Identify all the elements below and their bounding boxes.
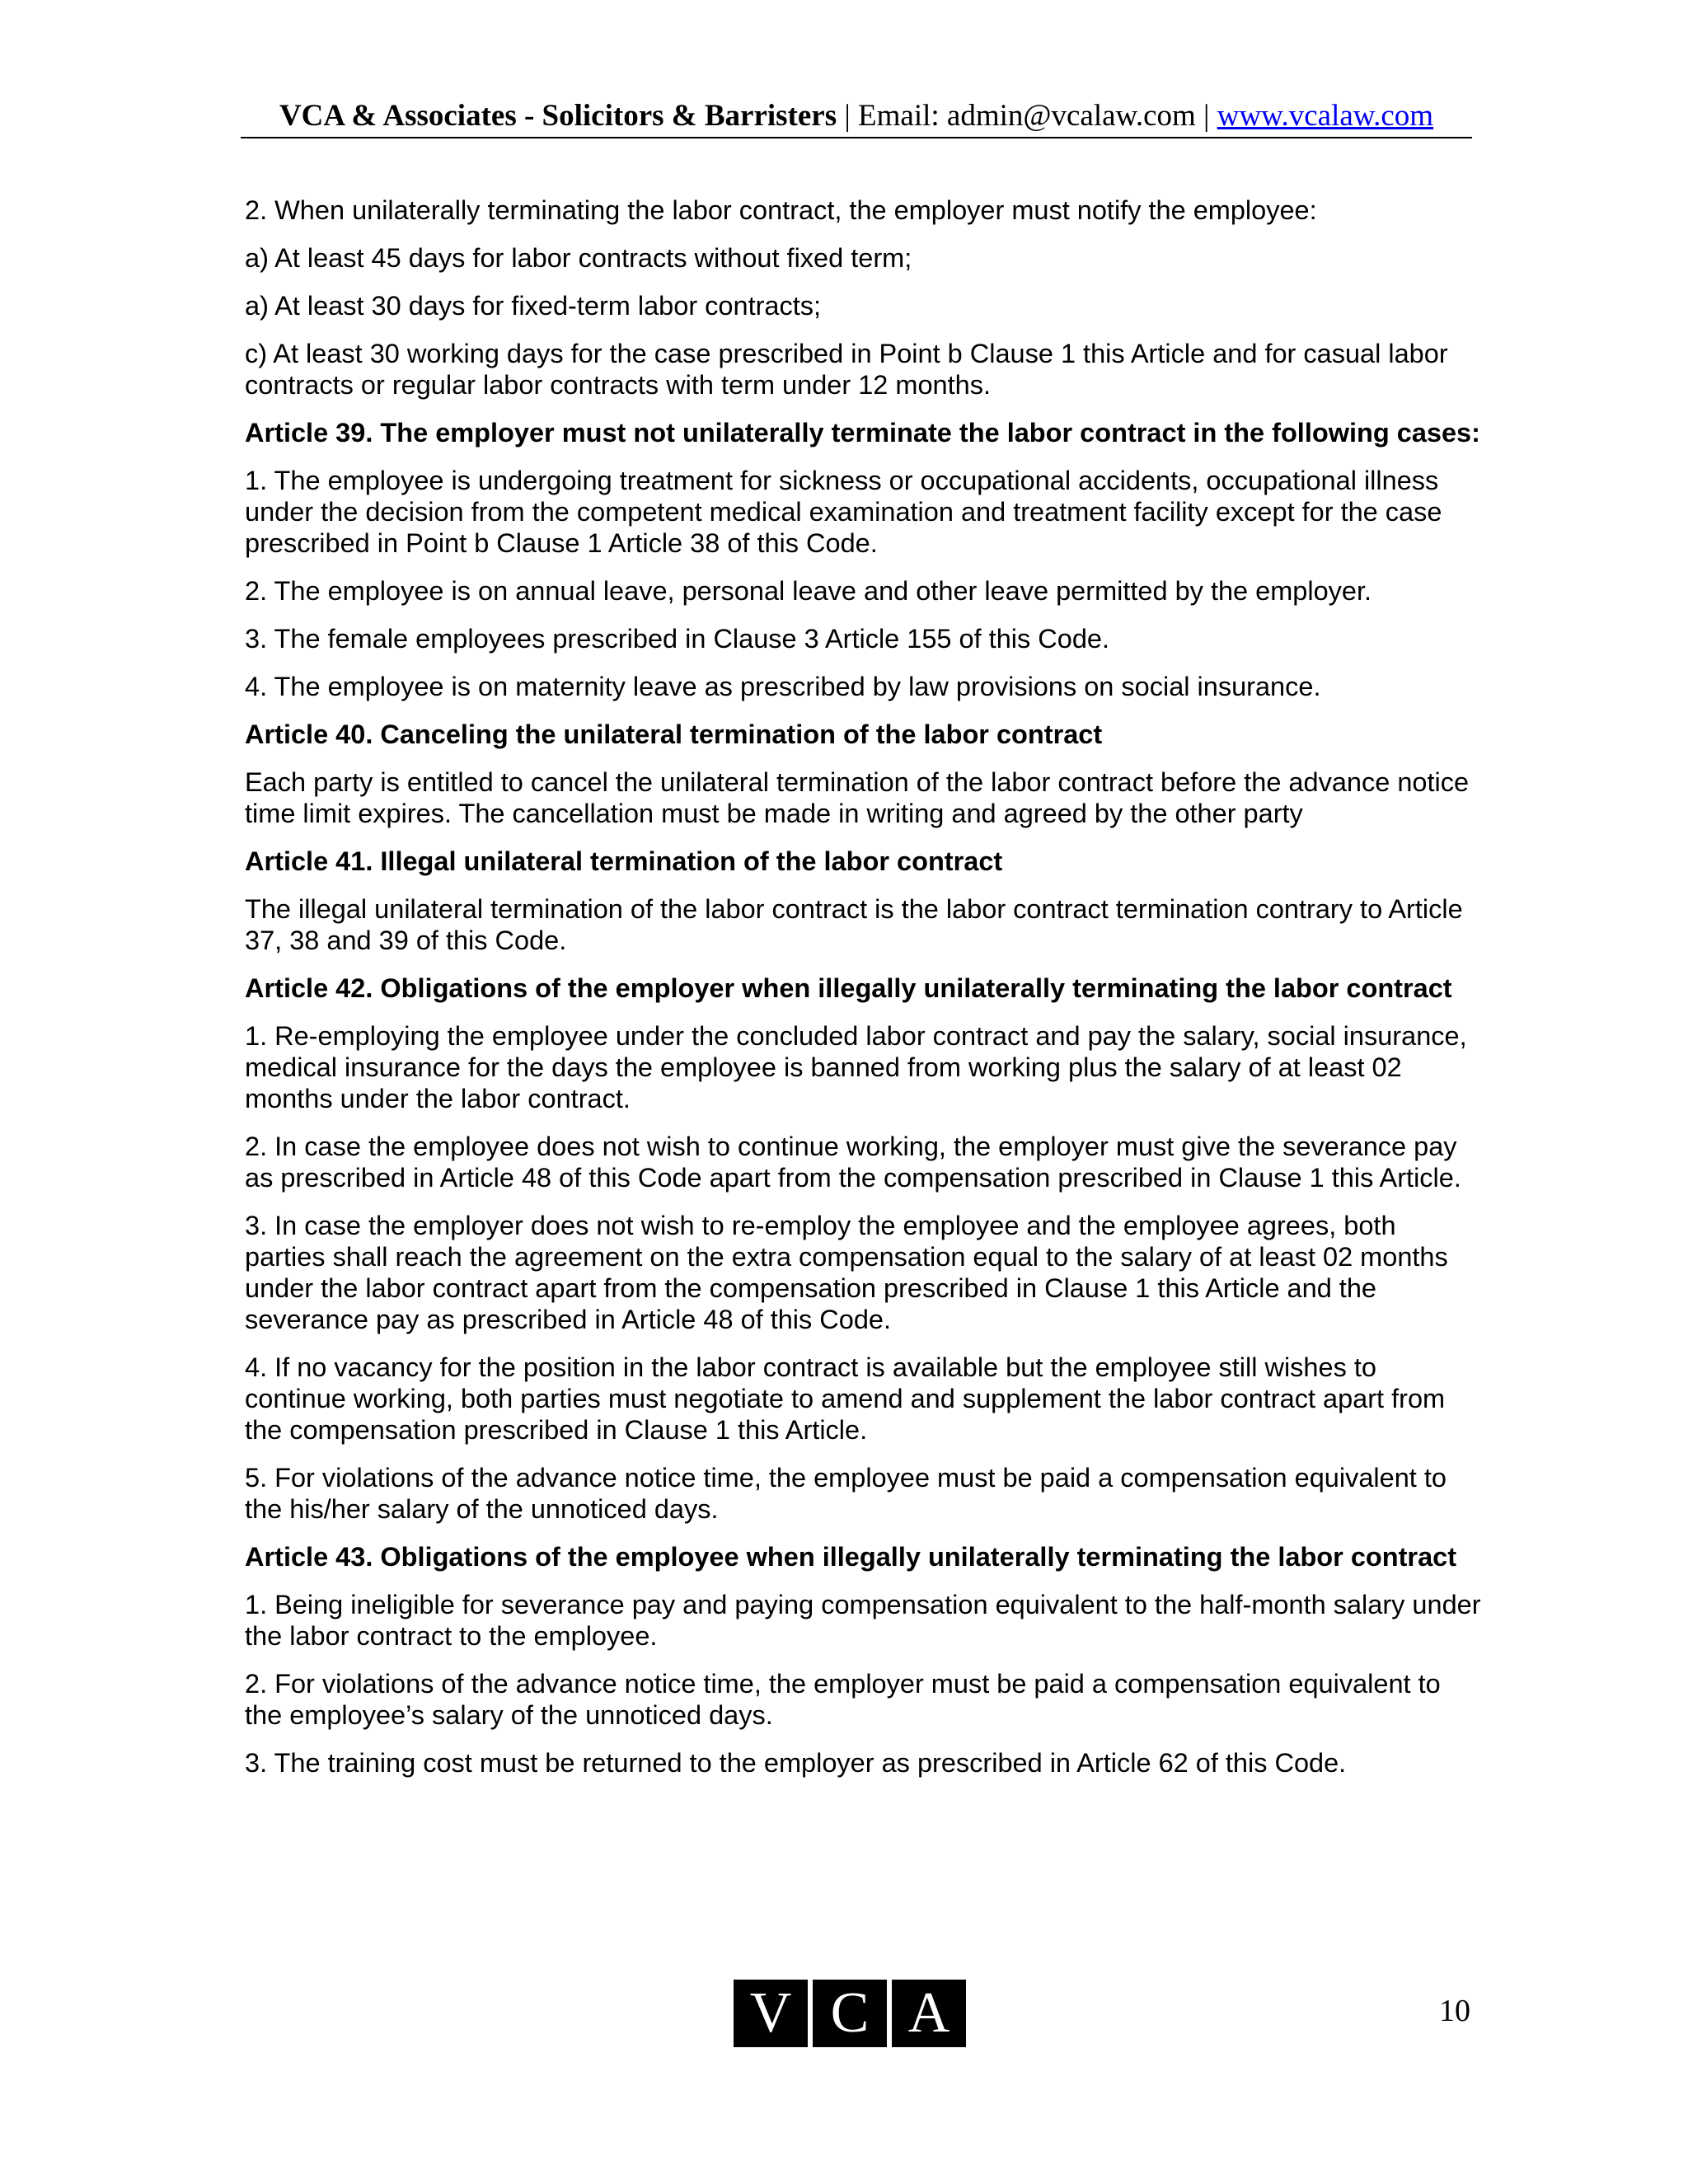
paragraph: a) At least 45 days for labor contracts without fixed term;	[245, 243, 912, 273]
paragraph: 4. The employee is on maternity leave as prescribed by law provisions on social insurance.	[245, 672, 1321, 701]
header-email: Email: admin@vcalaw.com	[858, 99, 1196, 133]
logo-letter-v: V	[734, 1980, 808, 2047]
page-number: 10	[1439, 1994, 1470, 2028]
paragraph: 3. In case the employer does not wish to re-employ the employee and the employee agrees, both parties shall reach the agreement on the extra compensation equal to the salary of at least 02 months under the labor contract apart from the compensation prescribed in Clause 1 this Article and the severance pay as prescribed in Article 48 of this Code.	[245, 1211, 1448, 1334]
paragraph: 2. When unilaterally terminating the labor contract, the employer must notify the employee:	[245, 195, 1317, 225]
paragraph: 3. The female employees prescribed in Clause 3 Article 155 of this Code.	[245, 624, 1109, 654]
article-heading: Article 43. Obligations of the employee when illegally unilaterally terminating the labor contract	[245, 1542, 1457, 1572]
header-separator: |	[837, 99, 859, 133]
paragraph: 5. For violations of the advance notice time, the employee must be paid a compensation equivalent to the his/her salary of the unnoticed days.	[245, 1463, 1447, 1524]
vca-logo	[734, 1980, 966, 2047]
page-header	[241, 96, 1472, 138]
paragraph: 1. Being ineligible for severance pay and paying compensation equivalent to the half-month salary under the labor contract to the employee.	[245, 1590, 1481, 1651]
logo-letter-c: C	[813, 1980, 887, 2047]
paragraph: 3. The training cost must be returned to the employer as prescribed in Article 62 of this Code.	[245, 1748, 1347, 1778]
document-body	[245, 194, 1481, 1795]
article-heading: Article 39. The employer must not unilaterally terminate the labor contract in the following cases:	[245, 418, 1480, 448]
paragraph: The illegal unilateral termination of the labor contract is the labor contract termination contrary to Article 37, 38 and 39 of this Code.	[245, 894, 1463, 955]
paragraph: c) At least 30 working days for the case prescribed in Point b Clause 1 this Article and for casual labor contracts or regular labor contracts with term under 12 months.	[245, 339, 1448, 400]
header-separator: |	[1195, 99, 1217, 133]
paragraph: 2. For violations of the advance notice time, the employer must be paid a compensation equivalent to the employee’s salary of the unnoticed days.	[245, 1669, 1441, 1730]
paragraph: a) At least 30 days for fixed-term labor contracts;	[245, 291, 822, 321]
paragraph: 2. The employee is on annual leave, personal leave and other leave permitted by the employer.	[245, 576, 1372, 606]
paragraph: 2. In case the employee does not wish to continue working, the employer must give the severance pay as prescribed in Article 48 of this Code apart from the compensation prescribed in Clause 1 this Article.	[245, 1132, 1461, 1193]
article-heading: Article 42. Obligations of the employer when illegally unilaterally terminating the labor contract	[245, 973, 1452, 1003]
article-heading: Article 40. Canceling the unilateral termination of the labor contract	[245, 719, 1103, 749]
firm-name: VCA & Associates - Solicitors & Barristers	[279, 99, 837, 133]
paragraph: 4. If no vacancy for the position in the labor contract is available but the employee still wishes to continue working, both parties must negotiate to amend and supplement the labor contract apart from the compensation prescribed in Clause 1 this Article.	[245, 1352, 1446, 1445]
paragraph: 1. The employee is undergoing treatment for sickness or occupational accidents, occupational illness under the decision from the competent medical examination and treatment facility except for the case prescribed in Point b Clause 1 Article 38 of this Code.	[245, 466, 1442, 558]
paragraph: 1. Re-employing the employee under the concluded labor contract and pay the salary, social insurance, medical insurance for the days the employee is banned from working plus the salary of at least 02 months under the labor contract.	[245, 1021, 1467, 1113]
article-heading: Article 41. Illegal unilateral termination of the labor contract	[245, 846, 1003, 876]
website-link[interactable]: www.vcalaw.com	[1217, 99, 1434, 133]
logo-letter-a: A	[892, 1980, 966, 2047]
paragraph: Each party is entitled to cancel the unilateral termination of the labor contract before the advance notice time limit expires. The cancellation must be made in writing and agreed by the other party	[245, 767, 1470, 828]
